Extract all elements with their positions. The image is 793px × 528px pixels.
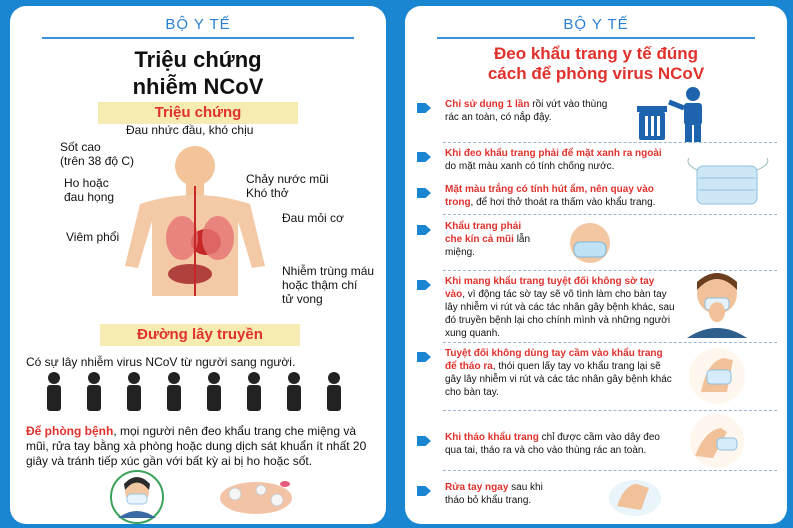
step-arrow-icon (417, 103, 431, 113)
transmission-heading: Đường lây truyền (100, 324, 300, 346)
symptom-pneumonia: Viêm phổi (66, 230, 120, 244)
header-divider (42, 37, 354, 39)
washing-hands-icon (605, 472, 665, 520)
step-8-text: Rửa tay ngay sau khi tháo bỏ khẩu trang. (445, 482, 543, 506)
step-arrow-icon (417, 436, 431, 446)
step-7-text: Khi tháo khẩu trang chỉ được cầm vào dây đeo qua tai, tháo ra và cho vào thùng rác an toàn. (445, 432, 660, 456)
step-1-text: Chỉ sử dụng 1 lần rồi vứt vào thùng rác an toàn, có nắp đậy. (445, 99, 608, 123)
symptoms-heading: Triệu chứng (98, 102, 298, 124)
poster-title: Đeo khẩu trang y tế đúng cách để phòng virus NCoV (487, 44, 705, 83)
prevention-body: , mọi người nên đeo khẩu trang che miệng và mũi, rửa tay bằng xà phòng hoặc dung dịch sát khuẩn ít nhất 20 giây và tránh tiếp xúc gần với bất kỳ ai bị ho hoặc sốt. (26, 424, 367, 468)
step-arrow-icon (417, 486, 431, 496)
crowd-illustration (34, 370, 364, 414)
step-2-text: Khi đeo khẩu trang phải để mặt xanh ra ngoài do mặt màu xanh có tính chống nước. (445, 148, 662, 172)
symptom-runny-nose: Chảy nước mũi Khó thở (246, 172, 329, 200)
divider (443, 142, 777, 143)
divider (443, 470, 777, 471)
poster-title: Triệu chứng nhiễm NCoV (132, 47, 264, 99)
symptom-cough: Ho hoặc đau họng (64, 176, 115, 204)
divider (443, 214, 777, 215)
symptoms-poster (10, 6, 386, 524)
symptom-headache: Đau nhức đầu, khó chịu (126, 123, 254, 137)
boy-touching-mask-icon (683, 268, 751, 338)
step-6-text: Tuyệt đối không dùng tay cầm vào khẩu trang để tháo ra, thói quen lấy tay vo khẩu trang lại sẽ gây lây nhiễm vi rút và các tác nhân gây bệnh khác cho bàn tay. (445, 348, 672, 398)
step-arrow-icon (417, 280, 431, 290)
human-body-illustration (120, 146, 270, 296)
ministry-header: BỘ Y TẾ (563, 16, 629, 33)
trash-bin-icon (635, 86, 715, 144)
ministry-header: BỘ Y TẾ (165, 16, 231, 33)
masked-face-icon (565, 218, 615, 268)
step-3-text: Mặt màu trắng có tính hút ẩm, nên quay vào trong, để hơi thở thoát ra thấm vào khẩu trang. (445, 184, 656, 208)
transmission-text: Có sự lây nhiễm virus NCoV từ người sang người. (26, 355, 296, 369)
symptom-sepsis: Nhiễm trùng máu hoặc thậm chí tử vong (282, 264, 375, 306)
handwashing-icon (215, 474, 297, 516)
step-arrow-icon (417, 352, 431, 362)
step-4-text: Khẩu trang phải che kín cả mũi lẫn miệng. (445, 221, 531, 258)
step-5-text: Khi mang khẩu trang tuyệt đối không sờ tay vào, vì động tác sờ tay sẽ vô tình làm cho bàn tay lây nhiễm vi rút và các tác nhân gây bệnh khác, sau đó truyền bệnh lại cho chính mình và những người xung quanh. (445, 276, 675, 339)
symptom-muscle-pain: Đau mỏi cơ (282, 211, 344, 225)
removing-mask-icon (687, 412, 747, 470)
divider (443, 410, 777, 411)
surgical-mask-icon (685, 156, 775, 212)
step-arrow-icon (417, 225, 431, 235)
mask-guide-poster (405, 6, 787, 524)
prevention-highlight: Để phòng bệnh (26, 424, 114, 438)
woman-mask-icon (110, 470, 164, 524)
step-arrow-icon (417, 188, 431, 198)
header-divider (437, 37, 755, 39)
symptom-fever: Sốt cao (trên 38 độ C) (60, 140, 135, 168)
prevention-text (26, 424, 372, 469)
hand-holding-mask-icon (687, 346, 747, 406)
divider (443, 342, 777, 343)
step-arrow-icon (417, 152, 431, 162)
